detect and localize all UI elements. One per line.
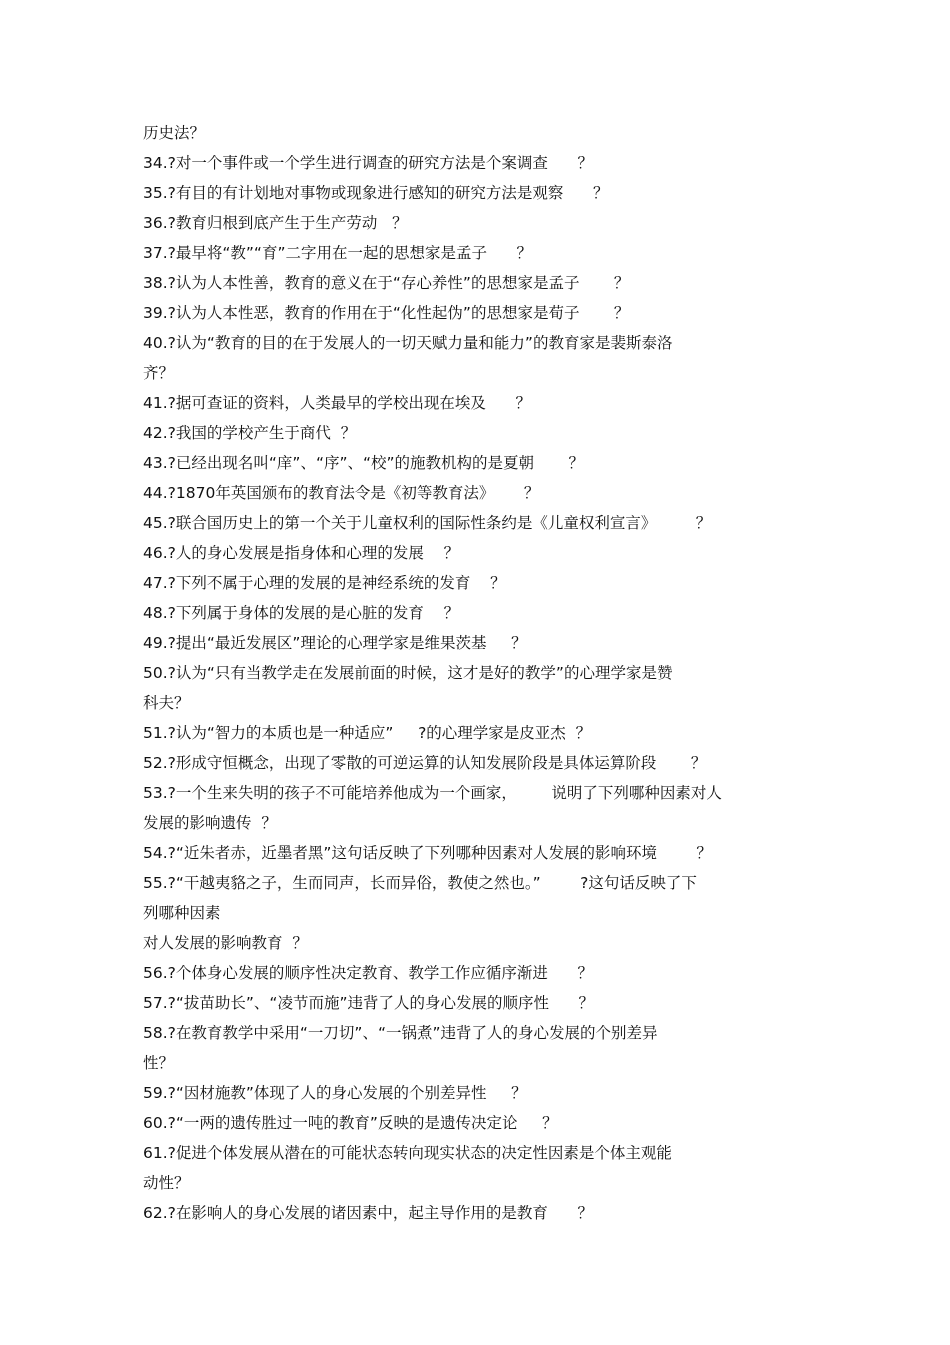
text-line: 对人发展的影响教育 ？ <box>143 934 308 952</box>
text-line: 48.?下列属于身体的发展的是心脏的发育 ？ <box>143 604 460 622</box>
text-line: 发展的影响遗传 ？ <box>143 814 277 832</box>
text-line: 46.?人的身心发展是指身体和心理的发展 ？ <box>143 544 460 562</box>
text-line: 40.?认为“教育的目的在于发展人的一切天赋力量和能力”的教育家是裴斯泰洛 <box>143 334 673 352</box>
text-line: 44.?1870年英国颁布的教育法令是《初等教育法》 ？ <box>143 484 540 502</box>
document-text <box>143 121 823 1231</box>
text-line: 45.?联合国历史上的第一个关于儿童权利的国际性条约是《儿童权利宣言》 ？ <box>143 514 712 532</box>
text-line: 52.?形成守恒概念，出现了零散的可逆运算的认知发展阶段是具体运算阶段 ？ <box>143 754 707 772</box>
text-line: 34.?对一个事件或一个学生进行调查的研究方法是个案调查 ？ <box>143 154 593 172</box>
text-line: 61.?促进个体发展从潜在的可能状态转向现实状态的决定性因素是个体主观能 <box>143 1144 672 1162</box>
text-line: 51.?认为“智力的本质也是一种适应” ?的心理学家是皮亚杰 ？ <box>143 724 592 742</box>
text-line: 56.?个体身心发展的顺序性决定教育、教学工作应循序渐进 ？ <box>143 964 593 982</box>
text-line: 齐？ <box>143 364 175 382</box>
text-line: 43.?已经出现名叫“庠”、“序”、“校”的施教机构的是夏朝 ？ <box>143 454 585 472</box>
text-line: 57.?“拔苗助长”、“凌节而施”违背了人的身心发展的顺序性 ？ <box>143 994 595 1012</box>
text-line: 性？ <box>143 1054 175 1072</box>
text-line: 科夫？ <box>143 694 190 712</box>
text-line: 35.?有目的有计划地对事物或现象进行感知的研究方法是观察 ？ <box>143 184 609 202</box>
text-line: 36.?教育归根到底产生于生产劳动 ？ <box>143 214 408 232</box>
text-line: 动性？ <box>143 1174 190 1192</box>
text-line: 62.?在影响人的身心发展的诸因素中，起主导作用的是教育 ？ <box>143 1204 593 1222</box>
text-line: 历史法？ <box>143 124 206 142</box>
text-line: 58.?在教育教学中采用“一刀切”、“一锅煮”违背了人的身心发展的个别差异 <box>143 1024 658 1042</box>
text-line: 列哪种因素 <box>143 904 221 922</box>
text-line: 60.?“一两的遗传胜过一吨的教育”反映的是遗传决定论 ？ <box>143 1114 558 1132</box>
text-line: 50.?认为“只有当教学走在发展前面的时候，这才是好的教学”的心理学家是赞 <box>143 664 673 682</box>
text-line: 41.?据可查证的资料，人类最早的学校出现在埃及 ？ <box>143 394 531 412</box>
text-line: 59.?“因材施教”体现了人的身心发展的个别差异性 ？ <box>143 1084 527 1102</box>
text-line: 49.?提出“最近发展区”理论的心理学家是维果茨基 ？ <box>143 634 527 652</box>
text-line: 54.?“近朱者赤，近墨者黑”这句话反映了下列哪种因素对人发展的影响环境 ？ <box>143 844 712 862</box>
text-line: 53.?一个生来失明的孩子不可能培养他成为一个画家， 说明了下列哪种因素对人 <box>143 784 722 802</box>
text-line: 55.?“干越夷貉之子，生而同声，长而异俗，教使之然也。” ?这句话反映了下 <box>143 874 697 892</box>
text-line: 37.?最早将“教”“育”二字用在一起的思想家是孟子 ？ <box>143 244 533 262</box>
text-line: 47.?下列不属于心理的发展的是神经系统的发育 ？ <box>143 574 506 592</box>
text-line: 39.?认为人本性恶，教育的作用在于“化性起伪”的思想家是荀子 ？ <box>143 304 630 322</box>
text-line: 38.?认为人本性善，教育的意义在于“存心养性”的思想家是孟子 ？ <box>143 274 630 292</box>
text-line: 42.?我国的学校产生于商代 ？ <box>143 424 357 442</box>
